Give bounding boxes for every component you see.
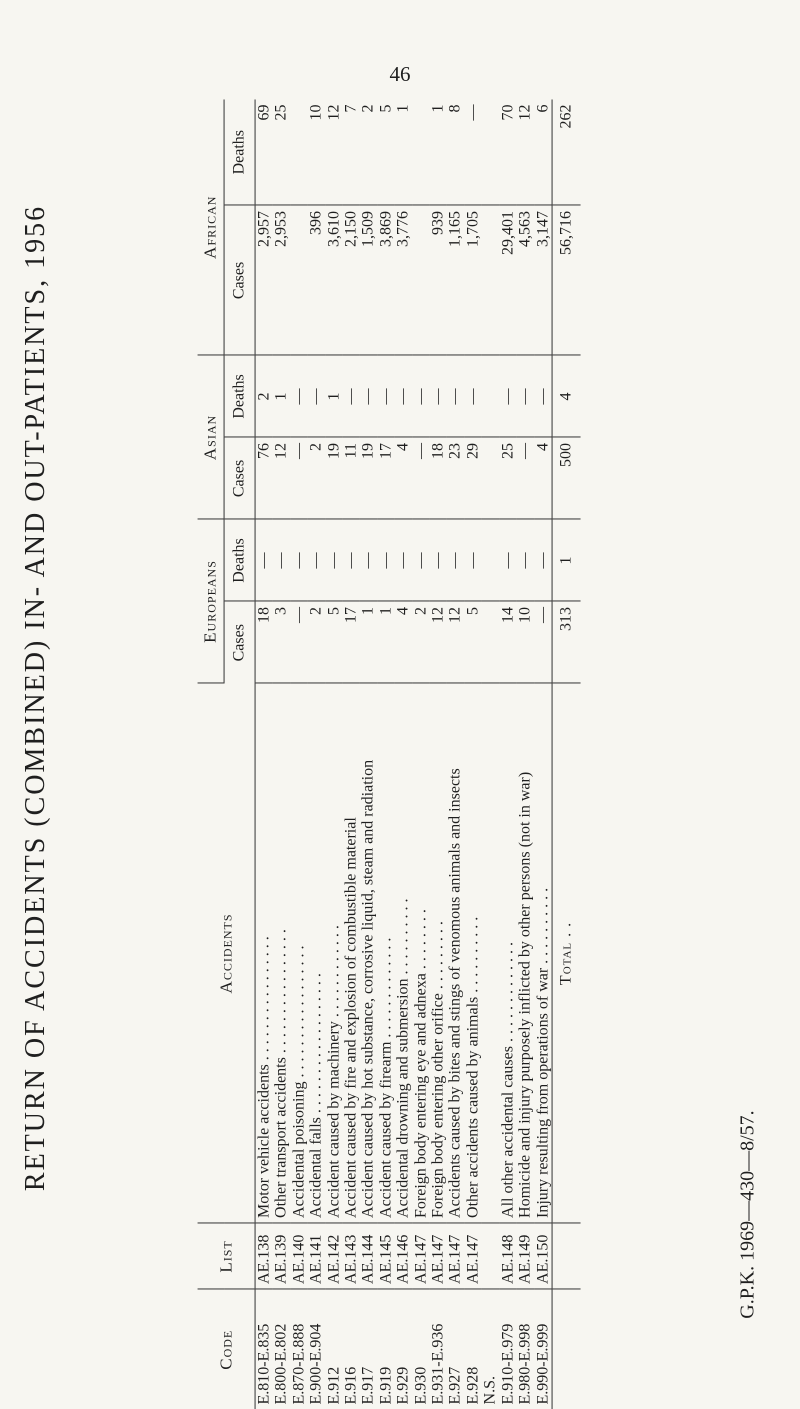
total-list-cell xyxy=(552,1223,581,1289)
europeans-cases-cell: 5 xyxy=(325,601,342,683)
asian-cases-cell: 4 xyxy=(534,437,552,519)
asian-cases-cell xyxy=(482,437,499,519)
list-cell: AE.148 xyxy=(499,1223,516,1289)
accident-description: Motor vehicle accidents . . . . . . . . . . . . . . . . xyxy=(255,683,273,1223)
code-cell: E.917 xyxy=(360,1366,377,1405)
african-deaths-cell: — xyxy=(464,99,481,205)
accident-description: Accidental falls . . . . . . . . . . . . . . . . . . xyxy=(308,683,325,1223)
african-deaths-cell: 8 xyxy=(447,99,464,205)
table-row xyxy=(290,99,307,1409)
asian-cases-cell: 2 xyxy=(308,437,325,519)
table-row xyxy=(482,99,499,1409)
asian-cases-cell: 23 xyxy=(447,437,464,519)
europeans-cases-cell: 17 xyxy=(343,601,360,683)
code-cell: E.900-E.904 xyxy=(307,1323,325,1405)
list-cell: AE.147 xyxy=(412,1223,429,1289)
asian-cases-cell: 4 xyxy=(395,437,412,519)
list-cell: AE.150 xyxy=(534,1223,552,1289)
list-cell: AE.142 xyxy=(325,1223,342,1289)
asian-deaths-cell: 2 xyxy=(255,355,273,437)
table-row xyxy=(395,99,412,1409)
accident-description: Accidental drowning and submersion . . . . . . . . . . xyxy=(395,683,412,1223)
asian-deaths-cell: — xyxy=(499,355,516,437)
europeans-cases-cell: 4 xyxy=(395,601,412,683)
asian-deaths-cell: — xyxy=(360,355,377,437)
african-cases-cell: 3,147 xyxy=(534,205,552,355)
table-row xyxy=(273,99,290,1409)
list-cell: AE.139 xyxy=(273,1223,290,1289)
total-label: Total . . xyxy=(552,683,581,1223)
table-frame xyxy=(201,96,577,1406)
accident-description: Other transport accidents . . . . . . . . . . . . . . . . xyxy=(273,683,290,1223)
europeans-deaths-cell: — xyxy=(308,519,325,601)
europeans-deaths-cell: — xyxy=(290,519,307,601)
list-cell: AE.138 xyxy=(255,1223,273,1289)
code-header: Code xyxy=(198,1289,256,1409)
african-deaths-cell: 5 xyxy=(377,99,394,205)
europeans-deaths-cell: — xyxy=(395,519,412,601)
asian-cases-header: Cases xyxy=(224,437,255,519)
code-cell: E.929 xyxy=(394,1366,412,1405)
table-row xyxy=(430,99,447,1409)
african-deaths-cell xyxy=(412,99,429,205)
accident-description xyxy=(482,683,499,1223)
total-african-deaths: 262 xyxy=(552,99,581,205)
african-cases-cell: 4,563 xyxy=(517,205,534,355)
table-row xyxy=(377,99,394,1409)
list-cell: AE.147 xyxy=(464,1223,481,1289)
asian-deaths-cell: — xyxy=(395,355,412,437)
african-header: African xyxy=(198,99,225,355)
accident-description: Foreign body entering other orifice . . . . . . . . . xyxy=(430,683,447,1223)
accident-description: Other accidents caused by animals . . . . . . . . . . xyxy=(464,683,481,1223)
table-row xyxy=(325,99,342,1409)
table-row xyxy=(517,99,534,1409)
african-deaths-cell: 12 xyxy=(517,99,534,205)
code-cell: N.S. xyxy=(481,1376,499,1405)
code-cell: E.810-E.835 xyxy=(255,1323,273,1405)
total-code-cell xyxy=(552,1289,581,1409)
african-cases-cell: 939 xyxy=(430,205,447,355)
europeans-cases-cell: 5 xyxy=(464,601,481,683)
table-row xyxy=(360,99,377,1409)
asian-cases-cell: 29 xyxy=(464,437,481,519)
african-cases-cell: 3,610 xyxy=(325,205,342,355)
asian-cases-cell: 12 xyxy=(273,437,290,519)
europeans-cases-cell xyxy=(482,601,499,683)
code-cell: E.927 xyxy=(447,1366,465,1405)
europeans-cases-cell: 10 xyxy=(517,601,534,683)
total-asian-deaths: 4 xyxy=(552,355,581,437)
code-cell: E.912 xyxy=(325,1366,343,1405)
african-cases-cell: 1,705 xyxy=(464,205,481,355)
asian-deaths-cell: — xyxy=(377,355,394,437)
europeans-cases-cell: 3 xyxy=(273,601,290,683)
african-cases-cell: 396 xyxy=(308,205,325,355)
african-cases-cell: 3,776 xyxy=(395,205,412,355)
page-number: 46 xyxy=(389,62,411,86)
african-cases-cell: 2,150 xyxy=(343,205,360,355)
total-asian-cases: 500 xyxy=(552,437,581,519)
asian-deaths-cell: — xyxy=(308,355,325,437)
code-cell: E.931-E.936 xyxy=(429,1323,447,1405)
table-row xyxy=(534,99,552,1409)
asian-deaths-cell: — xyxy=(343,355,360,437)
asian-cases-cell: — xyxy=(290,437,307,519)
african-deaths-cell: 1 xyxy=(430,99,447,205)
europeans-cases-cell: 14 xyxy=(499,601,516,683)
list-cell: AE.146 xyxy=(395,1223,412,1289)
asian-deaths-cell: 1 xyxy=(325,355,342,437)
europeans-deaths-cell: — xyxy=(430,519,447,601)
europeans-deaths-cell xyxy=(482,519,499,601)
europeans-cases-cell: 12 xyxy=(430,601,447,683)
african-deaths-cell: 70 xyxy=(499,99,516,205)
europeans-deaths-cell: — xyxy=(273,519,290,601)
list-cell xyxy=(482,1223,499,1289)
table-row xyxy=(499,99,516,1409)
african-deaths-cell: 6 xyxy=(534,99,552,205)
asian-deaths-cell: — xyxy=(290,355,307,437)
europeans-cases-header: Cases xyxy=(224,601,255,683)
african-cases-cell: 3,869 xyxy=(377,205,394,355)
asian-cases-cell: 76 xyxy=(255,437,273,519)
total-europeans-cases: 313 xyxy=(552,601,581,683)
list-cell: AE.147 xyxy=(447,1223,464,1289)
african-deaths-cell: 10 xyxy=(308,99,325,205)
asian-deaths-cell: — xyxy=(447,355,464,437)
african-cases-cell: 2,953 xyxy=(273,205,290,355)
asian-cases-cell: 17 xyxy=(377,437,394,519)
europeans-deaths-cell: — xyxy=(499,519,516,601)
code-cell: E.919 xyxy=(377,1366,395,1405)
asian-deaths-cell: 1 xyxy=(273,355,290,437)
accidents-header: Accidents xyxy=(198,683,256,1223)
europeans-cases-cell: 2 xyxy=(412,601,429,683)
europeans-cases-cell: 12 xyxy=(447,601,464,683)
europeans-cases-cell: — xyxy=(290,601,307,683)
african-deaths-cell: 25 xyxy=(273,99,290,205)
accident-description: Accident caused by firearm . . . . . . . . . . . . . xyxy=(377,683,394,1223)
accident-description: Accidents caused by bites and stings of venomous animals and insects xyxy=(447,683,464,1223)
europeans-deaths-cell: — xyxy=(325,519,342,601)
code-cell: E.916 xyxy=(342,1366,360,1405)
europeans-cases-cell: 1 xyxy=(377,601,394,683)
page-title: RETURN OF ACCIDENTS (COMBINED) IN- AND OUT-PATIENTS, 1956 xyxy=(20,204,51,1192)
table-row xyxy=(343,99,360,1409)
accident-description: Homicide and injury purposely inflicted by other persons (not in war) xyxy=(517,683,534,1223)
african-deaths-cell: 12 xyxy=(325,99,342,205)
europeans-deaths-cell: — xyxy=(464,519,481,601)
asian-deaths-cell: — xyxy=(517,355,534,437)
accidents-table xyxy=(198,99,581,1409)
asian-deaths-cell: — xyxy=(412,355,429,437)
african-deaths-cell: 69 xyxy=(255,99,273,205)
list-cell: AE.140 xyxy=(290,1223,307,1289)
code-cell: E.800-E.802 xyxy=(272,1323,290,1405)
code-cell: E.928 xyxy=(464,1366,482,1405)
list-cell: AE.147 xyxy=(430,1223,447,1289)
europeans-cases-cell: 18 xyxy=(255,601,273,683)
europeans-deaths-cell: — xyxy=(343,519,360,601)
list-cell: AE.141 xyxy=(308,1223,325,1289)
asian-deaths-cell: — xyxy=(534,355,552,437)
code-cell: E.930 xyxy=(412,1366,430,1405)
table-row xyxy=(447,99,464,1409)
african-cases-cell xyxy=(412,205,429,355)
code-cell: E.980-E.998 xyxy=(516,1323,534,1405)
accident-description: Accidental poisoning . . . . . . . . . . . . . . . . . xyxy=(290,683,307,1223)
african-cases-cell xyxy=(290,205,307,355)
asian-cases-cell: 19 xyxy=(325,437,342,519)
europeans-cases-cell: — xyxy=(534,601,552,683)
accident-description: Accident caused by fire and explosion of combustible material xyxy=(343,683,360,1223)
table-row xyxy=(255,99,273,1409)
asian-deaths-cell: — xyxy=(430,355,447,437)
accident-description: Accident caused by machinery . . . . . . . . . . . . xyxy=(325,683,342,1223)
asian-cases-cell: 11 xyxy=(343,437,360,519)
list-cell: AE.149 xyxy=(517,1223,534,1289)
accident-description: Injury resulting from operations of war . . . . . . . . . . xyxy=(534,683,552,1223)
african-deaths-cell xyxy=(290,99,307,205)
list-cell: AE.145 xyxy=(377,1223,394,1289)
asian-cases-cell: 18 xyxy=(430,437,447,519)
list-header: List xyxy=(198,1223,256,1289)
asian-deaths-header: Deaths xyxy=(224,355,255,437)
asian-deaths-cell xyxy=(482,355,499,437)
code-cell: E.910-E.979 xyxy=(499,1323,517,1405)
europeans-deaths-cell: — xyxy=(377,519,394,601)
code-cell: E.990-E.999 xyxy=(534,1323,552,1405)
table-row xyxy=(308,99,325,1409)
african-deaths-header: Deaths xyxy=(224,99,255,205)
asian-cases-cell: 25 xyxy=(499,437,516,519)
printer-imprint: G.P.K. 1969—430—8/57. xyxy=(736,1110,759,1319)
accident-description: Foreign body entering eye and adnexa . . . . . . . . xyxy=(412,683,429,1223)
african-deaths-cell xyxy=(482,99,499,205)
african-cases-cell: 1,509 xyxy=(360,205,377,355)
europeans-cases-cell: 2 xyxy=(308,601,325,683)
europeans-header: Europeans xyxy=(198,519,225,683)
accident-description: All other accidental causes . . . . . . . . . . . . . xyxy=(499,683,516,1223)
europeans-cases-cell: 1 xyxy=(360,601,377,683)
accident-description: Accident caused by hot substance, corrosive liquid, steam and radiation xyxy=(360,683,377,1223)
total-row xyxy=(552,99,581,1409)
table-row xyxy=(464,99,481,1409)
table-body xyxy=(255,99,552,1409)
african-cases-header: Cases xyxy=(224,205,255,355)
europeans-deaths-cell: — xyxy=(360,519,377,601)
asian-cases-cell: — xyxy=(517,437,534,519)
asian-cases-cell: 19 xyxy=(360,437,377,519)
table-row xyxy=(412,99,429,1409)
total-europeans-deaths: 1 xyxy=(552,519,581,601)
europeans-deaths-cell: — xyxy=(412,519,429,601)
europeans-deaths-cell: — xyxy=(447,519,464,601)
asian-header: Asian xyxy=(198,355,225,519)
african-cases-cell xyxy=(482,205,499,355)
total-african-cases: 56,716 xyxy=(552,205,581,355)
african-deaths-cell: 7 xyxy=(343,99,360,205)
code-cell: E.870-E.888 xyxy=(290,1323,308,1405)
african-deaths-cell: 2 xyxy=(360,99,377,205)
african-cases-cell: 29,401 xyxy=(499,205,516,355)
african-deaths-cell: 1 xyxy=(395,99,412,205)
asian-deaths-cell: — xyxy=(464,355,481,437)
african-cases-cell: 1,165 xyxy=(447,205,464,355)
europeans-deaths-cell: — xyxy=(534,519,552,601)
asian-cases-cell: — xyxy=(412,437,429,519)
europeans-deaths-cell: — xyxy=(255,519,273,601)
europeans-deaths-cell: — xyxy=(517,519,534,601)
europeans-deaths-header: Deaths xyxy=(224,519,255,601)
african-cases-cell: 2,957 xyxy=(255,205,273,355)
list-cell: AE.144 xyxy=(360,1223,377,1289)
list-cell: AE.143 xyxy=(343,1223,360,1289)
